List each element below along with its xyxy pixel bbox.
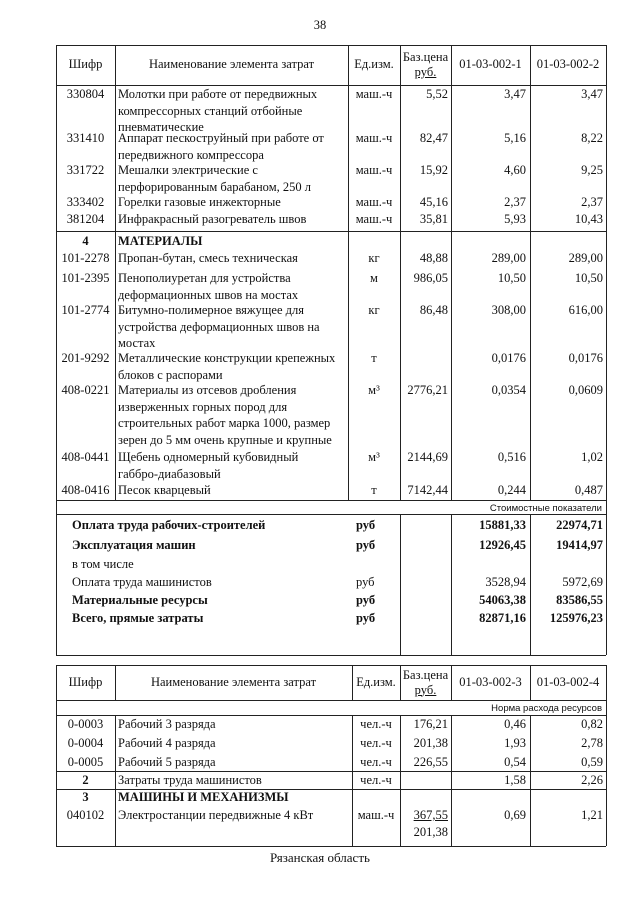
row-value-2: 8,22 <box>581 131 603 145</box>
row-name: Рабочий 3 разряда <box>118 717 216 731</box>
row-value-2: 616,00 <box>568 303 603 317</box>
row-code: 101-2278 <box>61 251 110 265</box>
summary-unit: руб <box>356 538 376 552</box>
row-unit: м³ <box>368 450 380 464</box>
column-rule <box>606 500 607 514</box>
row-value-1: 5,93 <box>504 212 526 226</box>
row-name: зерен до 5 мм очень крупные и крупные <box>118 432 332 447</box>
column-rule <box>451 665 452 700</box>
row-value-1: 0,69 <box>504 808 526 822</box>
row-unit: м <box>370 271 378 285</box>
summary-label: Материальные ресурсы <box>72 593 208 607</box>
header-code: Шифр <box>68 57 103 71</box>
row-name: строительных работ марка 1000, размер <box>118 416 331 430</box>
header-price-unit: руб. <box>414 682 437 697</box>
row-unit: маш.-ч <box>355 131 393 145</box>
header-name: Наименование элемента затрат <box>150 674 317 689</box>
cost-caption: Стоимостные показатели <box>489 503 602 514</box>
row-price: 7142,44 <box>407 483 448 497</box>
row-rule <box>56 665 606 666</box>
header-col1: 01-03-002-3 <box>459 674 522 689</box>
row-unit: чел.-ч <box>360 736 392 750</box>
summary-value-1: 3528,94 <box>485 575 526 589</box>
column-rule <box>115 715 116 846</box>
row-value-1: 308,00 <box>491 303 526 317</box>
row-name: Горелки газовые инжекторные <box>118 195 281 209</box>
header-code: Шифр <box>68 674 103 689</box>
summary-unit: руб <box>356 518 376 532</box>
row-value-1: 2,37 <box>504 195 526 209</box>
summary-value-1: 12926,45 <box>479 538 526 552</box>
row-value-2: 9,25 <box>581 163 603 177</box>
row-code: 0-0004 <box>67 736 104 750</box>
row-value-2: 0,82 <box>581 717 603 731</box>
row-name: компрессорных станций отбойные <box>118 103 303 118</box>
row-price: 48,88 <box>419 251 448 265</box>
row-unit: чел.-ч <box>360 717 392 731</box>
row-code: 331722 <box>66 163 105 177</box>
column-rule <box>606 514 607 655</box>
row-code: 040102 <box>66 808 105 822</box>
row-price: 2776,21 <box>407 383 448 397</box>
row-value-2: 289,00 <box>568 251 603 265</box>
column-rule <box>530 665 531 700</box>
row-name: МАШИНЫ И МЕХАНИЗМЫ <box>118 790 289 804</box>
row-code: 0-0003 <box>67 717 104 731</box>
column-rule <box>56 45 57 500</box>
row-name: Щебень одномерный кубовидный <box>118 450 299 464</box>
row-rule <box>56 846 606 847</box>
row-price: 5,52 <box>426 87 448 101</box>
row-price: 35,81 <box>419 212 448 226</box>
summary-value-2: 22974,71 <box>556 518 603 532</box>
row-value-2: 2,26 <box>581 773 603 787</box>
column-rule <box>56 665 57 846</box>
header-price-unit: руб. <box>414 65 437 79</box>
row-name: Пенополиуретан для устройства <box>118 271 291 285</box>
row-value-2: 0,0609 <box>568 383 603 397</box>
row-value-1: 1,58 <box>504 773 526 787</box>
row-value-1: 5,16 <box>504 131 526 145</box>
header-unit: Ед.изм. <box>356 674 396 689</box>
row-unit: маш.-ч <box>355 195 393 209</box>
row-name: перфорированным барабаном, 250 л <box>118 179 311 194</box>
row-rule <box>56 45 606 46</box>
row-unit: кг <box>368 251 380 265</box>
row-name: мостах <box>118 336 156 350</box>
row-value-1: 4,60 <box>504 163 526 177</box>
row-value-2: 0,487 <box>574 483 603 497</box>
row-code: 201-9292 <box>61 351 110 365</box>
summary-value-2: 83586,55 <box>556 593 603 607</box>
row-rule <box>56 655 606 656</box>
column-rule <box>606 45 607 500</box>
row-value-2: 2,78 <box>581 736 603 750</box>
summary-value-2: 19414,97 <box>556 538 603 552</box>
summary-label: Оплата труда рабочих-строителей <box>72 518 266 532</box>
row-name: блоков с распорами <box>118 367 223 382</box>
summary-label: Оплата труда машинистов <box>72 575 212 589</box>
row-name: деформационных швов на мостах <box>118 287 299 302</box>
row-value-1: 0,54 <box>504 755 526 769</box>
row-name: габбро-диабазовый <box>118 466 221 481</box>
row-value-1: 289,00 <box>491 251 526 265</box>
row-name: МАТЕРИАЛЫ <box>118 234 203 248</box>
header-price: Баз.цена <box>402 667 449 682</box>
column-rule <box>606 665 607 846</box>
row-unit: кг <box>368 303 380 317</box>
column-rule <box>400 665 401 700</box>
summary-unit: руб <box>356 575 375 589</box>
row-value-2: 1,02 <box>581 450 603 464</box>
row-value-2: 0,59 <box>581 755 603 769</box>
page-number: 38 <box>313 18 327 32</box>
row-unit: т <box>371 483 377 497</box>
row-value-1: 0,516 <box>497 450 526 464</box>
row-name: пневматические <box>118 120 204 134</box>
row-price: 201,38 <box>413 736 448 750</box>
row-rule <box>56 85 606 86</box>
row-code: 331410 <box>66 131 105 145</box>
row-value-1: 0,46 <box>504 717 526 731</box>
header-col2: 01-03-002-4 <box>536 674 600 689</box>
row-value-2: 3,47 <box>581 87 603 101</box>
row-unit: т <box>371 351 377 365</box>
row-name: Рабочий 5 разряда <box>118 755 216 769</box>
row-name: Битумно-полимерное вяжущее для <box>118 303 305 317</box>
row-code: 408-0416 <box>61 483 110 497</box>
row-code: 408-0221 <box>61 383 110 397</box>
row-value-2: 10,43 <box>574 212 603 226</box>
row-value-1: 0,0176 <box>491 351 526 365</box>
row-name: изверженных горных пород для <box>118 399 288 414</box>
row-code: 408-0441 <box>61 450 110 464</box>
summary-unit: руб <box>356 611 376 625</box>
row-name: Песок кварцевый <box>118 483 211 497</box>
row-price: 226,55 <box>413 755 448 769</box>
row-value-1: 10,50 <box>497 271 526 285</box>
row-code: 2 <box>82 773 89 787</box>
row-name: Пропан-бутан, смесь техническая <box>118 251 298 265</box>
row-rule <box>56 771 606 772</box>
row-name: Молотки при работе от передвижных <box>118 87 318 101</box>
summary-label: Всего, прямые затраты <box>72 611 204 625</box>
row-name: Мешалки электрические с <box>118 163 258 177</box>
row-price: 2144,69 <box>407 450 448 464</box>
summary-value-2: 125976,23 <box>549 611 603 625</box>
row-name: Инфракрасный разогреватель швов <box>118 212 307 226</box>
row-name: устройства деформационных швов на <box>118 319 320 334</box>
row-price: 82,47 <box>419 131 448 145</box>
row-name: Затраты труда машинистов <box>118 773 262 787</box>
summary-value-2: 5972,69 <box>562 575 603 589</box>
row-unit: маш.-ч <box>355 87 393 101</box>
row-code: 101-2774 <box>61 303 110 317</box>
row-unit: чел.-ч <box>360 755 392 769</box>
row-rule <box>56 231 606 232</box>
column-rule <box>352 665 353 700</box>
row-price: 367,55 <box>413 808 448 822</box>
header-name: Наименование элемента затрат <box>148 57 315 71</box>
row-code: 4 <box>82 234 89 248</box>
row-name: Электростанции передвижные 4 кВт <box>118 808 314 822</box>
row-value-1: 0,0354 <box>491 383 526 397</box>
summary-label: в том числе <box>72 557 134 571</box>
row-code: 101-2395 <box>61 271 110 285</box>
column-rule <box>56 500 57 514</box>
row-code: 381204 <box>66 212 105 226</box>
row-value-2: 0,0176 <box>568 351 603 365</box>
header-col1: 01-03-002-1 <box>459 57 522 71</box>
header-price: Баз.цена <box>402 50 449 64</box>
row-price: 45,16 <box>419 195 448 209</box>
summary-value-1: 82871,16 <box>479 611 526 625</box>
row-code: 0-0005 <box>67 755 104 769</box>
row-value-1: 3,47 <box>504 87 526 101</box>
row-value-1: 1,93 <box>504 736 526 750</box>
row-value-2: 10,50 <box>574 271 603 285</box>
row-name: Материалы из отсевов дробления <box>118 383 297 397</box>
row-value-2: 2,37 <box>581 195 603 209</box>
summary-value-1: 15881,33 <box>479 518 526 532</box>
summary-value-1: 54063,38 <box>479 593 526 607</box>
row-code: 333402 <box>66 195 105 209</box>
column-rule <box>400 514 401 655</box>
row-value-2: 1,21 <box>581 808 603 822</box>
norm-caption: Норма расхода ресурсов <box>491 703 602 714</box>
row-unit: маш.-ч <box>355 212 393 226</box>
row-name: Металлические конструкции крепежных <box>118 351 336 365</box>
column-rule <box>115 45 116 500</box>
row-unit: маш.-ч <box>355 163 393 177</box>
row-value-1: 0,244 <box>497 483 526 497</box>
summary-unit: руб <box>356 593 376 607</box>
column-rule <box>56 514 57 655</box>
row-price: 986,05 <box>413 271 448 285</box>
row-price: 15,92 <box>419 163 448 177</box>
row-name: передвижного компрессора <box>118 147 264 162</box>
row-price-alt: 201,38 <box>413 825 448 839</box>
page-footer: Рязанская область <box>270 850 370 865</box>
header-col2: 01-03-002-2 <box>536 57 600 71</box>
row-unit: чел.-ч <box>360 773 392 787</box>
row-price: 86,48 <box>419 303 448 317</box>
row-price: 176,21 <box>413 717 448 731</box>
row-name: Рабочий 4 разряда <box>118 736 216 750</box>
header-unit: Ед.изм. <box>354 57 394 71</box>
row-name: Аппарат пескоструйный при работе от <box>118 131 324 145</box>
column-rule <box>115 665 116 700</box>
row-code: 3 <box>82 790 89 804</box>
row-unit: м³ <box>368 383 380 397</box>
row-unit: маш.-ч <box>357 808 395 822</box>
summary-label: Эксплуатация машин <box>72 538 196 552</box>
row-code: 330804 <box>66 87 105 101</box>
